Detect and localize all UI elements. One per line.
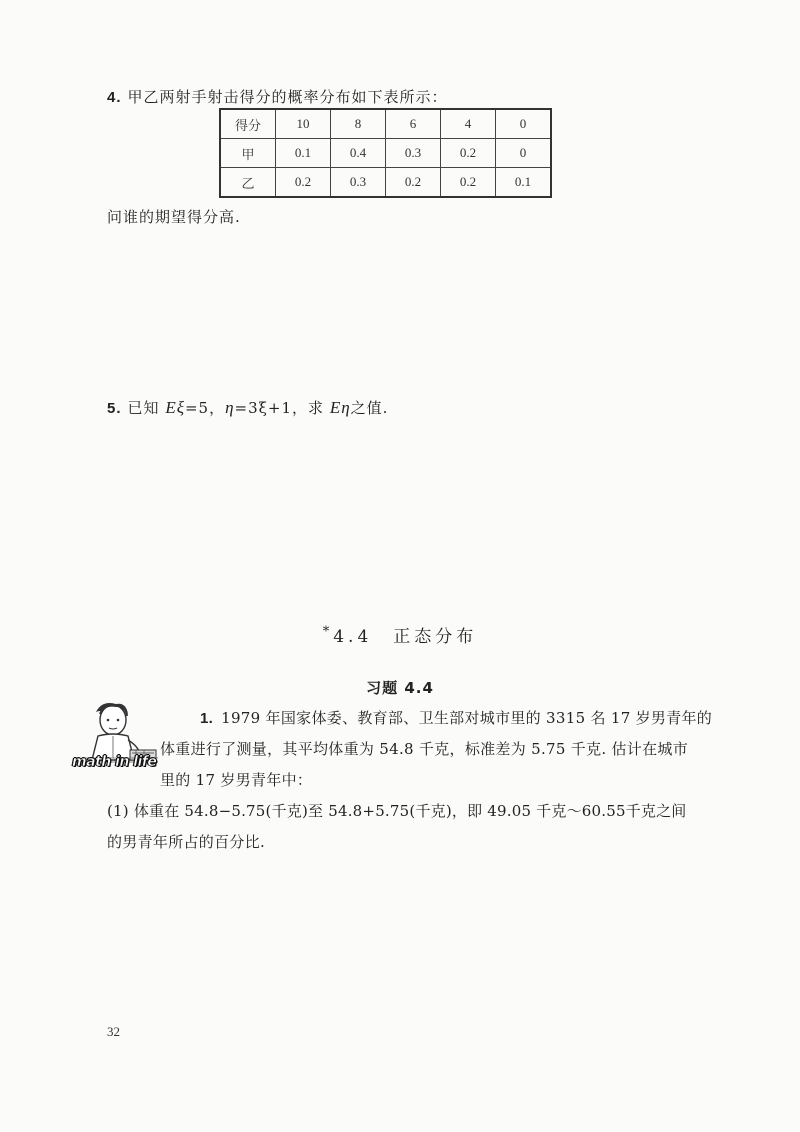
expectation-eta: Eη	[329, 398, 351, 417]
problem-5-suffix: 之值.	[350, 399, 389, 417]
table-row	[220, 168, 551, 198]
table-cell: 0.1	[496, 168, 552, 198]
page-number: 32	[107, 1024, 120, 1039]
table-cell: 甲	[220, 139, 276, 168]
table-cell: 10	[276, 109, 331, 139]
table-cell: 乙	[220, 168, 276, 198]
table-cell: 0.2	[441, 139, 496, 168]
problem-5-prefix: 已知	[127, 399, 160, 417]
problem-4-stem	[107, 86, 448, 107]
optional-star: *	[322, 624, 334, 640]
table-cell: 0.2	[441, 168, 496, 198]
table-cell: 0.3	[386, 139, 441, 168]
table-cell: 8	[331, 109, 386, 139]
table-cell: 4	[441, 109, 496, 139]
problem-5-given: =5，	[184, 399, 226, 417]
table-cell: 0.1	[276, 139, 331, 168]
exercise-heading: 习题 4.4	[366, 679, 434, 697]
exercise-1-line-2: 体重进行了测量，其平均体重为 54.8 千克，标准差为 5.75 千克. 估计在城市	[160, 740, 689, 758]
exercise-1-subpart-1: (1) 体重在 54.8−5.75(千克)至 54.8+5.75(千克)，即 49.05 千克～60.55千克之间	[107, 802, 687, 820]
score-probability-table	[219, 108, 552, 198]
table-cell: 0.3	[331, 168, 386, 198]
table-cell: 6	[386, 109, 441, 139]
eta-symbol: η	[225, 398, 235, 417]
math-in-life-badge: math in life	[72, 754, 157, 770]
exercise-1-line-1	[200, 707, 712, 728]
problem-4-number: 4.	[107, 89, 122, 106]
table-cell: 得分	[220, 109, 276, 139]
section-title: 4.4 正态分布	[333, 627, 478, 647]
problem-4-question: 问谁的期望得分高.	[107, 208, 241, 226]
problem-5-number: 5.	[107, 400, 122, 417]
exercise-1-text-1: 1979 年国家体委、教育部、卫生部对城市里的 3315 名 17 岁男青年的	[221, 709, 713, 727]
table-row	[220, 139, 551, 168]
table-cell: 0.2	[386, 168, 441, 198]
table-cell: 0.4	[331, 139, 386, 168]
table-cell: 0.2	[276, 168, 331, 198]
problem-4-text: 甲乙两射手射击得分的概率分布如下表所示：	[127, 88, 448, 106]
expectation-xi: Eξ	[165, 398, 185, 417]
table-header-row	[220, 109, 551, 139]
exercise-1-line-3: 里的 17 岁男青年中：	[160, 771, 313, 789]
problem-5	[107, 397, 388, 418]
problem-5-relation: =3ξ+1，求	[234, 399, 325, 417]
exercise-1-number: 1.	[200, 710, 214, 727]
table-cell: 0	[496, 109, 552, 139]
table-cell: 0	[496, 139, 552, 168]
exercise-1-subpart-1-cont: 的男青年所占的百分比.	[107, 833, 266, 851]
section-heading	[0, 622, 800, 647]
